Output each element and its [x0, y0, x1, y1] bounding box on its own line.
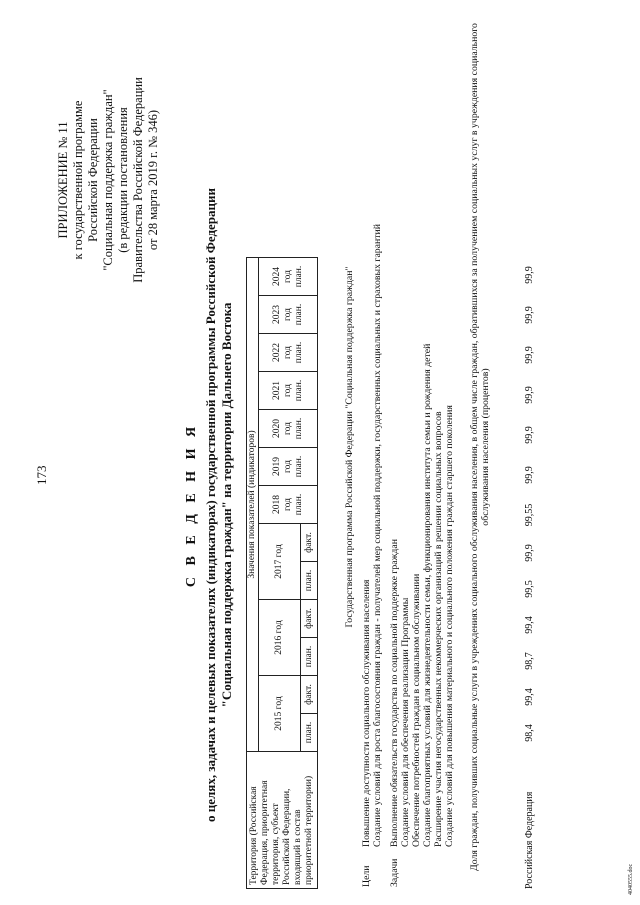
- title-line-1: о целях, задачах и целевых показателях (индикаторах) государственной программы Российской Федерации: [203, 187, 218, 823]
- appendix-line: (в редакции постановления: [116, 107, 130, 253]
- document-title: [203, 125, 235, 885]
- task-item: Расширение участия негосударственных некоммерческих организаций в решении социальных вопросов: [433, 411, 444, 847]
- page-number: 173: [34, 465, 49, 485]
- value-cell: 98,7: [524, 652, 535, 670]
- plan-year-header: 2021 год план.: [259, 372, 318, 410]
- value-cell: 99,9: [524, 346, 535, 364]
- goals-label: Цели: [361, 865, 372, 887]
- value-cell: 99,9: [524, 544, 535, 562]
- plan-fact-header: факт.: [301, 600, 318, 638]
- plan-fact-header: план.: [301, 562, 318, 600]
- plan-year-header: 2023 год план.: [259, 296, 318, 334]
- appendix-line: "Социальная поддержка граждан": [101, 89, 115, 271]
- document-heading: С В Е Д Е Н И Я: [184, 422, 199, 588]
- task-item: Создание условий для обеспечения реализации Программы: [400, 597, 411, 847]
- appendix-block: [56, 15, 161, 345]
- indicator-title: Доля граждан, получивших социальные услуги в учреждениях социального обслуживания населения, в общем числе граждан, обратившихся за получением социальных услуг в учреждения социального обслуживания населения (процентов): [469, 23, 491, 871]
- task-item: Создание благоприятных условий для жизнедеятельности семьи, функционирования института семьи и рождения детей: [422, 343, 433, 847]
- plan-year-header: 2020 год план.: [259, 410, 318, 448]
- goals-section: [361, 7, 383, 887]
- year-header: 2017 год: [259, 524, 301, 600]
- plan-year-header: 2018 год план.: [259, 486, 318, 524]
- goal-item: Создание условий для роста благосостояния граждан - получателей мер социальной поддержки, государственных социальных и страховых гарантий: [372, 223, 383, 847]
- appendix-line: Правительства Российской Федерации: [131, 77, 145, 283]
- territory-header: Территория (Российская Федерация, приоритетная территория, субъект Российской Федерации, входящий в состав приоритетной территории): [247, 752, 318, 889]
- plan-fact-header: факт.: [301, 676, 318, 714]
- value-cell: 99,9: [524, 266, 535, 284]
- value-cell: 98,4: [524, 724, 535, 742]
- plan-fact-header: факт.: [301, 524, 318, 562]
- values-header: Значения показателей (индикаторов): [247, 258, 259, 752]
- document-id: 4040555.doc: [628, 863, 634, 895]
- appendix-line: ПРИЛОЖЕНИЕ № 11: [56, 121, 70, 239]
- goal-item: Повышение доступности социального обслуживания населения: [361, 579, 372, 847]
- territory-name: Российская Федерация: [524, 791, 535, 889]
- plan-fact-header: план.: [301, 638, 318, 676]
- data-row: [524, 9, 535, 889]
- appendix-line: к государственной программе: [71, 100, 85, 260]
- program-body: [330, 7, 491, 887]
- plan-year-header: 2022 год план.: [259, 334, 318, 372]
- value-cell: 99,9: [524, 426, 535, 444]
- plan-fact-header: план.: [301, 714, 318, 752]
- tasks-section: [389, 7, 455, 887]
- appendix-line: Российской Федерации: [86, 118, 100, 242]
- tasks-label: Задачи: [389, 858, 400, 887]
- task-item: Создание условий для повышения материального и социального положения граждан старшего поколения: [444, 405, 455, 847]
- value-cell: 99,9: [524, 466, 535, 484]
- year-header: 2015 год: [259, 676, 301, 752]
- plan-year-header: 2024 год план.: [259, 258, 318, 296]
- year-header: 2016 год: [259, 600, 301, 676]
- value-cell: 99,4: [524, 688, 535, 706]
- task-item: Выполнение обязательств государства по социальной поддержке граждан: [389, 539, 400, 847]
- value-cell: 99,9: [524, 306, 535, 324]
- indicator-table: [246, 257, 318, 889]
- value-cell: 99,5: [524, 580, 535, 598]
- plan-year-header: 2019 год план.: [259, 448, 318, 486]
- program-title: Государственная программа Российской Федерации "Социальная поддержка граждан": [344, 266, 355, 628]
- task-item: Обеспечение потребностей граждан в социальном обслуживании: [411, 573, 422, 847]
- value-cell: 99,4: [524, 616, 535, 634]
- appendix-line: от 28 марта 2019 г. № 346): [146, 109, 160, 251]
- value-cell: 99,55: [524, 503, 535, 527]
- value-cell: 99,9: [524, 386, 535, 404]
- title-line-2: "Социальная поддержка граждан" на территории Дальнего Востока: [219, 302, 234, 708]
